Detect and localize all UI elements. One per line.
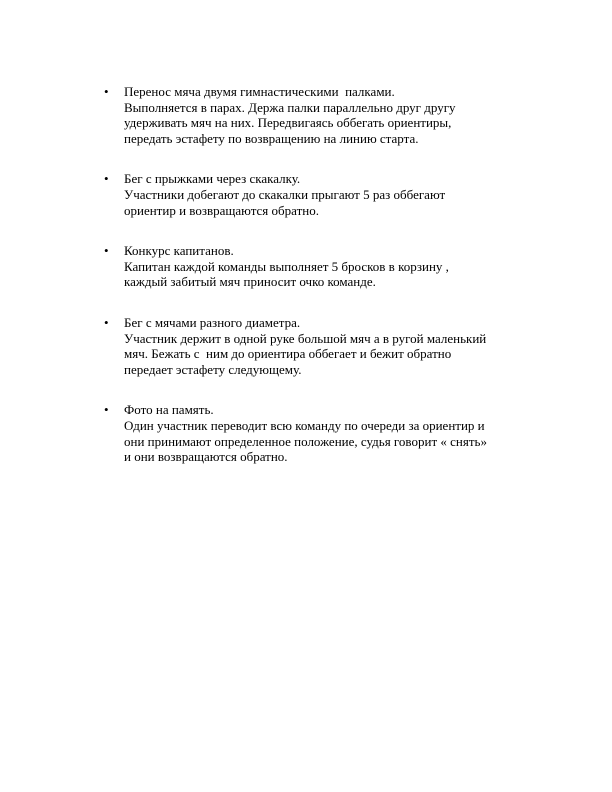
item-text-line: передает эстафету следующему. bbox=[124, 361, 302, 377]
list-item bbox=[104, 402, 524, 464]
list-item bbox=[104, 243, 524, 290]
item-text-line: и они возвращаются обратно. bbox=[124, 449, 288, 465]
bullet-icon: • bbox=[104, 402, 109, 418]
item-title: Бег с прыжками через скакалку. bbox=[124, 171, 301, 187]
item-text-line: передать эстафету по возвращению на линию старта. bbox=[124, 130, 419, 146]
item-text-line: Капитан каждой команды выполняет 5 бросков в корзину , bbox=[124, 258, 449, 274]
item-text-line: мяч. Бежать с ним до ориентира оббегает и бежит обратно bbox=[124, 346, 452, 362]
item-text-line: Один участник переводит всю команду по очереди за ориентир и bbox=[124, 417, 485, 433]
item-text-line: Участники добегают до скакалки прыгают 5 раз оббегают bbox=[124, 186, 446, 202]
item-text-line: ориентир и возвращаются обратно. bbox=[124, 202, 319, 218]
list-item bbox=[104, 171, 524, 218]
item-text-line: они принимают определенное положение, судья говорит « снять» bbox=[124, 433, 487, 449]
bullet-icon: • bbox=[104, 243, 109, 259]
item-text-line: Выполняется в парах. Держа палки параллельно друг другу bbox=[124, 99, 456, 115]
item-title: Конкурс капитанов. bbox=[124, 243, 234, 259]
item-text-line: каждый забитый мяч приносит очко команде. bbox=[124, 274, 376, 290]
item-title: Перенос мяча двумя гимнастическими палками. bbox=[124, 84, 395, 99]
bullet-icon: • bbox=[104, 171, 109, 187]
list-item bbox=[104, 84, 524, 146]
relay-activity-list bbox=[104, 84, 524, 490]
item-title: Фото на память. bbox=[124, 402, 214, 418]
item-text-line: удерживать мяч на них. Передвигаясь оббегать ориентиры, bbox=[124, 115, 452, 131]
list-item bbox=[104, 315, 524, 377]
item-title: Бег с мячами разного диаметра. bbox=[124, 314, 301, 330]
item-text-line: Участник держит в одной руке большой мяч а в ругой маленький bbox=[124, 330, 487, 346]
bullet-icon: • bbox=[104, 84, 109, 99]
bullet-icon: • bbox=[104, 314, 109, 330]
